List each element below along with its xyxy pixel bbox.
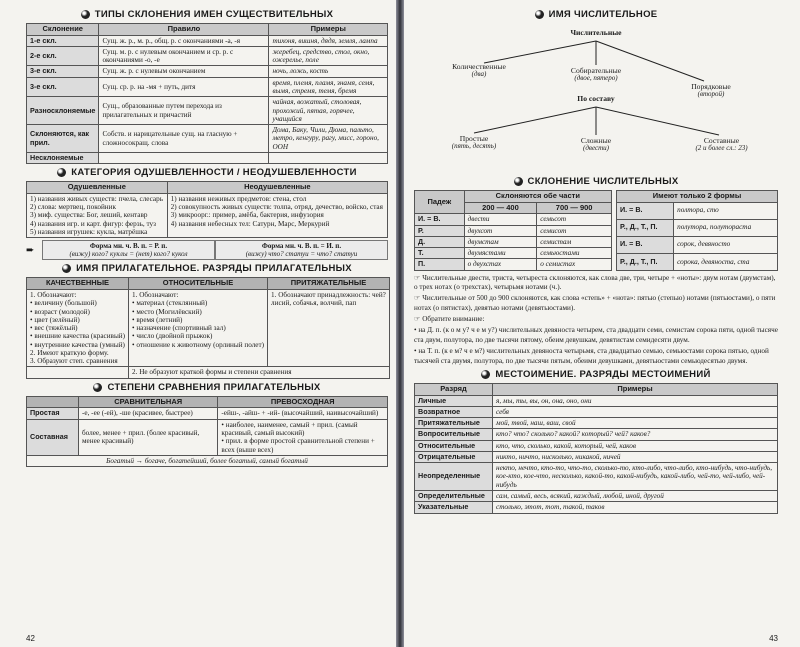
- form-b: семьсот: [537, 214, 612, 225]
- arrow-icon: ➨: [26, 244, 35, 256]
- form-a: двумястами: [464, 248, 537, 259]
- adjective-footer: 2. Не образуют краткой формы и степени сравнения: [129, 367, 390, 378]
- tree-root: Числительные: [570, 28, 622, 37]
- case-label: Р.: [415, 225, 465, 236]
- pronoun-examples: я, мы, ты, вы, он, она, оно, они: [493, 395, 778, 406]
- declension-rule: Сущ. м. р. с нулевым окончанием и ср. р. с окончаниями -о, -е: [99, 46, 269, 66]
- form-a: двести: [464, 214, 537, 225]
- col-header: Склоняются обе части: [464, 191, 611, 203]
- list-item: 3. Образуют степ. сравнения: [30, 357, 118, 366]
- table-row: [617, 219, 778, 236]
- declension-name: 2-е скл.: [27, 46, 99, 66]
- bullet-icon: [481, 370, 490, 379]
- list-item: • отношение к животному (орлиный полет): [132, 340, 265, 349]
- list-item: 4) названия игр. и карт. фигур: ферзь, туз: [30, 219, 156, 228]
- list-item: 2) слова: мертвец, покойник: [30, 203, 116, 212]
- case-label: Р., Д., Т., П.: [617, 219, 674, 236]
- table-row: [27, 97, 388, 125]
- list-item: • материал (стеклянный): [132, 299, 208, 308]
- list-item: 5) названия игрушек: кукла, матрёшка: [30, 228, 148, 237]
- col-header: Неодушевленные: [167, 182, 387, 194]
- tree-structure: По составу: [577, 94, 615, 103]
- col-header: 700 — 900: [537, 202, 612, 214]
- simple-superlative: -ейш-, -айш- + -ий- (высочайший, наивысочайший): [218, 408, 388, 419]
- two-forms-table: [616, 190, 778, 271]
- declension-rule: [99, 153, 269, 164]
- declension-examples: время, племя, пламя, знамя, семя, вымя, стремя, темя, бремя: [269, 77, 388, 97]
- list-item: • число (двойной прыжок): [132, 332, 213, 341]
- table-row: [27, 77, 388, 97]
- list-item: • вес (тяжёлый): [30, 324, 78, 333]
- form-animate: Форма мн. ч. В. п. = Р. п. (вижу) кого? куклы = (нет) кого? кукол: [42, 240, 215, 260]
- pronoun-examples: некто, нечто, кто-то, что-то, сколько-то, кто-либо, что-либо, кто-нибудь, что-нибудь, кое-кто, кое-что, несколько, какой-то, какой-нибудь, какой-либо, чей-то, чей-либо, чей-нибудь: [493, 463, 778, 491]
- list-item: 2) совокупность живых существ: толпа, отряд, дечество, войско, стая: [170, 203, 383, 212]
- table-row: [415, 463, 778, 491]
- pronoun-examples: мой, твой, наш, ваш, свой: [493, 418, 778, 429]
- compound-comparative: более, менее + прил. (более красивый, менее красивый): [79, 419, 218, 455]
- pronoun-category: Личные: [415, 395, 493, 406]
- table-row: [617, 236, 778, 253]
- tree-node-compound: Составные (2 и более сл.: 23): [695, 136, 748, 153]
- pronoun-examples: себя: [493, 406, 778, 417]
- table-row: [415, 491, 778, 502]
- qualitative-list: [27, 289, 129, 367]
- adjective-types-table: [26, 277, 390, 378]
- table-row: [415, 259, 612, 270]
- form-a: о двухстах: [464, 259, 537, 270]
- list-item: 3) миф. существа: Бог, леший, кентавр: [30, 211, 148, 220]
- declension-rule: Собств. и нарицательные сущ. на гласную + сложносокращ. слова: [99, 125, 269, 153]
- adjective-degrees-table: [26, 396, 388, 467]
- pronoun-examples: кто? что? сколько? какой? который? чей? каков?: [493, 429, 778, 440]
- case-label: Т.: [415, 248, 465, 259]
- table-row: [415, 214, 612, 225]
- col-header: Склонение: [27, 24, 99, 36]
- col-header: Имеют только 2 формы: [617, 191, 778, 203]
- numeral-declension-title: СКЛОНЕНИЕ ЧИСЛИТЕЛЬНЫХ: [414, 176, 778, 187]
- numeral-tree: [414, 23, 778, 173]
- possessive-list: [268, 289, 390, 367]
- pronoun-category: Вопросительные: [415, 429, 493, 440]
- table-row: [415, 440, 778, 451]
- compound-superlative: • наиболее, наименее, самый + прил. (самый красивый, самый высокий) • прил. в форме простой сравнительной степени + всех (выше всех): [218, 419, 388, 455]
- declension-rule: Сущ. ж. р. с нулевым окончанием: [99, 66, 269, 77]
- animacy-section-title: КАТЕГОРИЯ ОДУШЕВЛЕННОСТИ / НЕОДУШЕВЛЕННОСТИ: [26, 167, 388, 178]
- col-header: Правило: [99, 24, 269, 36]
- forms: полтора, сто: [674, 202, 778, 219]
- empty-cell: [27, 367, 129, 378]
- right-page: [404, 0, 800, 647]
- form-a: двумстам: [464, 236, 537, 247]
- table-row: [27, 46, 388, 66]
- pronoun-category: Возвратное: [415, 406, 493, 417]
- case-label: Д.: [415, 236, 465, 247]
- left-page: [0, 0, 396, 647]
- bullet-icon: [535, 10, 544, 19]
- pronoun-category: Притяжательные: [415, 418, 493, 429]
- declension-name: 3-е скл.: [27, 77, 99, 97]
- form-inanimate: Форма мн. ч. В. п. = И. п. (вижу) что? статуи = что? статуи: [215, 240, 388, 260]
- col-header: ПРЕВОСХОДНАЯ: [218, 396, 388, 408]
- forms: сорока, девяноста, ста: [674, 253, 778, 270]
- relative-list: [129, 289, 268, 367]
- list-item: • цвет (зелёный): [30, 315, 80, 324]
- animacy-table: [26, 181, 388, 238]
- bullet-icon: [514, 177, 523, 186]
- simple-comparative: -е, -ее (-ей), -ше (красивее, быстрее): [79, 408, 218, 419]
- form-b: семьюстами: [537, 248, 612, 259]
- col-header: КАЧЕСТВЕННЫЕ: [27, 278, 129, 290]
- case-label: Р., Д., Т., П.: [617, 253, 674, 270]
- pronoun-examples: никто, ничто, нисколько, никакой, ничей: [493, 451, 778, 462]
- row-label: Простая: [27, 408, 79, 419]
- col-header: 200 — 400: [464, 202, 537, 214]
- note-paragraph: ☞ Числительные от 500 до 900 склоняются, как слова «степь» + «нота»: пятью (степью) нотами (пятьюстами), о пяти нотах (о пятистах), девятью нотами (девятьюстами).: [414, 294, 776, 312]
- case-label: И. = В.: [617, 236, 674, 253]
- declension-examples: ночь, ложь, кость: [269, 66, 388, 77]
- col-header: ОТНОСИТЕЛЬНЫЕ: [129, 278, 268, 290]
- bullet-icon: [62, 264, 71, 273]
- pronoun-table: [414, 383, 778, 514]
- numeral-declension-tables: [414, 190, 778, 271]
- tree-node-simple: Простые (пять, десять): [451, 134, 497, 151]
- pronoun-category: Указательные: [415, 502, 493, 513]
- declension-name: 3-е скл.: [27, 66, 99, 77]
- inanimate-list: [167, 193, 387, 237]
- col-header: Примеры: [493, 383, 778, 395]
- pronoun-examples: сам, самый, весь, всякий, каждый, любой, иной, другой: [493, 491, 778, 502]
- degrees-example: Богатый → богаче, богатейший, более богатый, самый богатый: [27, 455, 388, 466]
- table-row: [27, 153, 388, 164]
- table-row: [415, 236, 612, 247]
- page-number: 42: [26, 634, 35, 643]
- table-row: [415, 225, 612, 236]
- form-b: о семистах: [537, 259, 612, 270]
- declension-rule: Сущ., образованные путем перехода из прилагательных и причастий: [99, 97, 269, 125]
- forms: сорок, девяносто: [674, 236, 778, 253]
- table-row: [27, 66, 388, 77]
- table-row: [415, 429, 778, 440]
- table-row: [415, 406, 778, 417]
- list-item: 2. Имеют краткую форму.: [30, 348, 109, 357]
- adjective-degrees-title: СТЕПЕНИ СРАВНЕНИЯ ПРИЛАГАТЕЛЬНЫХ: [26, 382, 388, 393]
- col-header: [27, 396, 79, 408]
- list-item: 1. Обозначают:: [30, 290, 77, 299]
- case-label: И. = В.: [415, 214, 465, 225]
- pronoun-examples: столько, этот, тот, такой, таков: [493, 502, 778, 513]
- declension-examples: Дома, Баку, Чили, Дюма, пальто, метро, кенгуру, рагу, мисс, гороно, ООН: [269, 125, 388, 153]
- declension-table: [26, 23, 388, 164]
- pronoun-examples: кто, что, сколько, какой, который, чей, каков: [493, 440, 778, 451]
- pronoun-category: Относительные: [415, 440, 493, 451]
- forms: полутора, полутораста: [674, 219, 778, 236]
- table-row: [415, 502, 778, 513]
- bullet-icon: [81, 10, 90, 19]
- page-number: 43: [769, 634, 778, 643]
- bullet-icon: [57, 168, 66, 177]
- list-item: • возраст (молодой): [30, 307, 90, 316]
- animate-list: [27, 193, 168, 237]
- col-header: ПРИТЯЖАТЕЛЬНЫЕ: [268, 278, 390, 290]
- note-paragraph: ☞ Обратите внимание:: [414, 315, 485, 324]
- table-row: [415, 248, 612, 259]
- pronoun-section-title: МЕСТОИМЕНИЕ. РАЗРЯДЫ МЕСТОИМЕНИЙ: [414, 369, 778, 380]
- pronoun-category: Отрицательные: [415, 451, 493, 462]
- list-item: • время (летний): [132, 315, 183, 324]
- col-header: Падеж: [415, 191, 465, 214]
- declension-examples: [269, 153, 388, 164]
- tree-node-collective: Собирательные (двое, пятеро): [570, 66, 622, 83]
- both-parts-table: [414, 190, 612, 271]
- declension-examples: тихоня, вишня, дядя, земля, лампа: [269, 35, 388, 46]
- table-row: [415, 418, 778, 429]
- declension-examples: жеребец, средство, стол, окно, ожерелье, поле: [269, 46, 388, 66]
- form-b: семисот: [537, 225, 612, 236]
- form-a: двухсот: [464, 225, 537, 236]
- tree-node-cardinal: Количественные (два): [452, 62, 506, 79]
- animacy-forms: [26, 240, 388, 260]
- declension-name: Разносклоняемые: [27, 97, 99, 125]
- list-item: 1) названия живых существ: пчела, слесарь: [30, 194, 163, 203]
- list-item: • внешние качества (красивый): [30, 332, 126, 341]
- col-header: СРАВНИТЕЛЬНАЯ: [79, 396, 218, 408]
- declension-rule: Сущ. ср. р. на -мя + путь, дитя: [99, 77, 269, 97]
- list-item: лисий, собачья, волчий, пап: [271, 299, 357, 308]
- declension-name: Несклоняемые: [27, 153, 99, 164]
- table-row: [27, 35, 388, 46]
- form-b: семистам: [537, 236, 612, 247]
- tree-node-complex: Сложные (двести): [580, 136, 612, 153]
- declension-name: Склоняются, как прил.: [27, 125, 99, 153]
- list-item: • назначение (спортивный зал): [132, 324, 226, 333]
- table-row: [415, 451, 778, 462]
- list-item: • величину (большой): [30, 299, 97, 308]
- declension-examples: чайная, вожатый, столовая, прохожий, пятая, горячее, учащийся: [269, 97, 388, 125]
- table-row: [617, 202, 778, 219]
- table-row: [27, 125, 388, 153]
- note-paragraph: • на Д. п. (к о м у? ч е м у?) числительных девяноста четырем, ста двадцати семи, семистам сорока пяти, одной тысяче ста двум, полутора, по две тысячи пятому, обеим девушкам, девятистам семидесяти двум.: [414, 326, 778, 344]
- declension-name: 1-е скл.: [27, 35, 99, 46]
- list-item: 3) микроорг.: пример, амёба, бактерия, инфузория: [170, 211, 324, 220]
- declension-rule: Сущ. ж. р., м. р., общ. р. с окончаниями -а, -я: [99, 35, 269, 46]
- case-label: П.: [415, 259, 465, 270]
- case-label: И. = В.: [617, 202, 674, 219]
- list-item: 1) названия неживых предметов: стена, стол: [170, 194, 307, 203]
- col-header: Одушевленные: [27, 182, 168, 194]
- declension-section-title: ТИПЫ СКЛОНЕНИЯ ИМЕН СУЩЕСТВИТЕЛЬНЫХ: [26, 9, 388, 20]
- col-header: Примеры: [269, 24, 388, 36]
- list-item: 1. Обозначают принадлежность: чей?: [271, 290, 386, 299]
- list-item: 4) названия небесных тел: Сатурн, Марс, Меркурий: [170, 219, 330, 228]
- tree-node-ordinal: Порядковые (второй): [691, 82, 731, 99]
- note-paragraph: ☞ Числительные двести, триста, четыреста склоняются, как слова две, три, четыре + «ноты»: двум нотам (двумстам), о трех нотах (о трехстах), четырьмя нотами (ч.).: [414, 273, 776, 292]
- list-item: • внутренние качества (умный): [30, 340, 125, 349]
- bullet-icon: [93, 383, 102, 392]
- numeral-notes: [414, 274, 778, 366]
- pronoun-category: Определительные: [415, 491, 493, 502]
- list-item: • место (Могилёвский): [132, 307, 202, 316]
- adjective-types-title: ИМЯ ПРИЛАГАТЕЛЬНОЕ. РАЗРЯДЫ ПРИЛАГАТЕЛЬНЫХ: [26, 263, 388, 274]
- note-paragraph: • на Т. п. (к е м? ч е м?) числительных девяноста четырьмя, ста двадцатью семью, семьюстами сорока пятью, одной тысячей ста двумя, полутора, по две тысячи пятым, обеими девушками, девятьюстами семьюдесятью двумя.: [414, 347, 769, 365]
- row-label: Составная: [27, 419, 79, 455]
- numeral-section-title: ИМЯ ЧИСЛИТЕЛЬНОЕ: [414, 9, 778, 20]
- table-row: [617, 253, 778, 270]
- list-item: 1. Обозначают:: [132, 290, 179, 299]
- pronoun-category: Неопределенные: [415, 463, 493, 491]
- col-header: Разряд: [415, 383, 493, 395]
- book-spine: [396, 0, 404, 647]
- table-row: [415, 395, 778, 406]
